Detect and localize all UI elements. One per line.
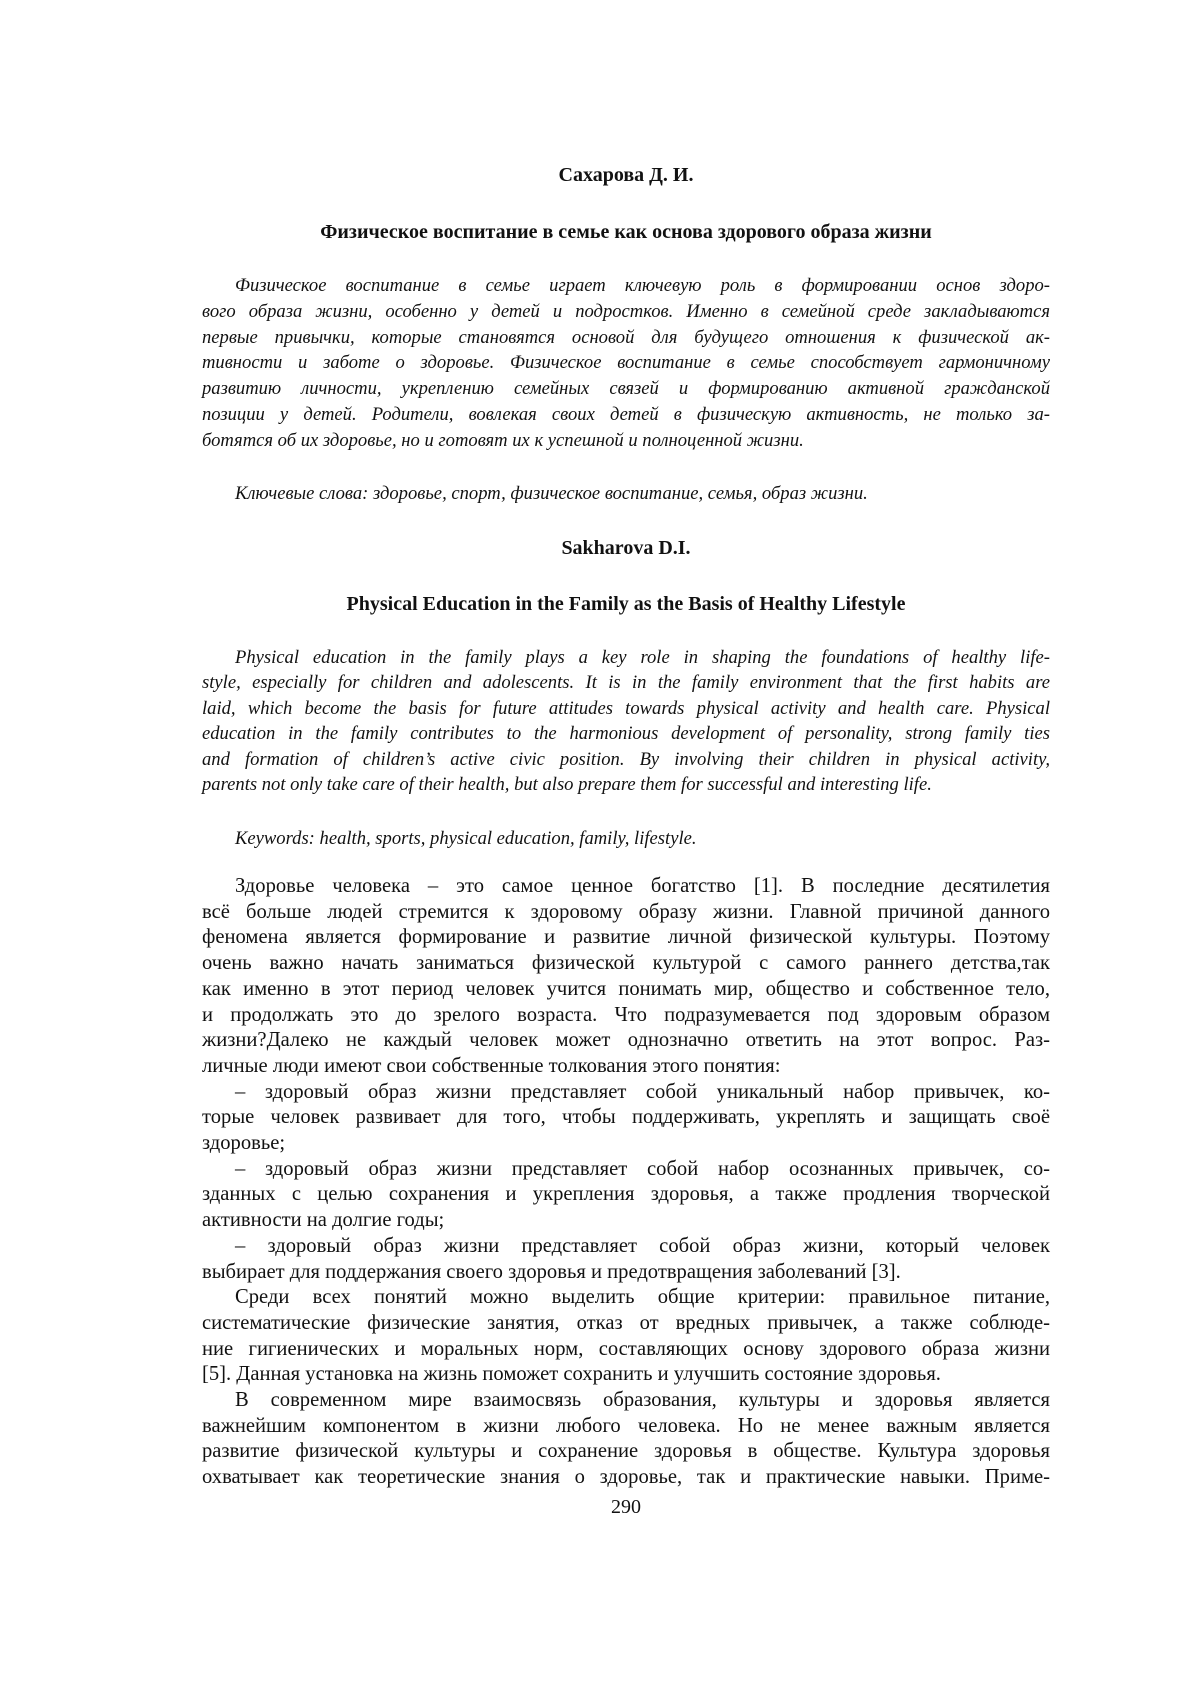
abstract-line: Физическое воспитание в семье играет ключевую роль в формировании основ здоро- bbox=[202, 273, 1050, 299]
abstract-line: education in the family contributes to the harmonious development of personality, strong family ties bbox=[202, 721, 1050, 746]
abstract-line: style, especially for children and adolescents. It is in the family environment that the first habits are bbox=[202, 670, 1050, 695]
body-line: феномена является формирование и развитие личной физической культуры. Поэтому bbox=[202, 925, 1050, 951]
body-line: личные люди имеют свои собственные толкования этого понятия: bbox=[202, 1054, 1050, 1080]
body-line: активности на долгие годы; bbox=[202, 1208, 1050, 1234]
body-line: – здоровый образ жизни представляет собой образ жизни, который человек bbox=[202, 1234, 1050, 1260]
abstract-line: позиции у детей. Родители, вовлекая своих детей в физическую активность, не только за- bbox=[202, 402, 1050, 428]
body-line: – здоровый образ жизни представляет собой уникальный набор привычек, ко- bbox=[202, 1080, 1050, 1106]
body-line: как именно в этот период человек учится понимать мир, общество и собственное тело, bbox=[202, 977, 1050, 1003]
body-line: ние гигиенических и моральных норм, составляющих основу здорового образа жизни bbox=[202, 1337, 1050, 1363]
abstract-line: вого образа жизни, особенно у детей и подростков. Именно в семейной среде закладываются bbox=[202, 299, 1050, 325]
title-ru: Физическое воспитание в семье как основа здорового образа жизни bbox=[202, 219, 1050, 245]
body-line: торые человек развивает для того, чтобы поддерживать, укреплять и защищать своё bbox=[202, 1105, 1050, 1131]
abstract-line: развитию личности, укреплению семейных связей и формированию активной гражданской bbox=[202, 376, 1050, 402]
body-line: систематические физические занятия, отказ от вредных привычек, а также соблюде- bbox=[202, 1311, 1050, 1337]
body-line: Здоровье человека – это самое ценное богатство [1]. В последние десятилетия bbox=[202, 874, 1050, 900]
body-line: – здоровый образ жизни представляет собой набор осознанных привычек, со- bbox=[202, 1157, 1050, 1183]
body-line: охватывает как теоретические знания о здоровье, так и практические навыки. Приме- bbox=[202, 1465, 1050, 1491]
body-line: зданных с целью сохранения и укрепления здоровья, а также продления творческой bbox=[202, 1182, 1050, 1208]
abstract-line: ботятся об их здоровье, но и готовят их к успешной и полноценной жизни. bbox=[202, 428, 1050, 454]
body-line: здоровье; bbox=[202, 1131, 1050, 1157]
body-line: выбирает для поддержания своего здоровья и предотвращения заболеваний [3]. bbox=[202, 1260, 1050, 1286]
main-body-text bbox=[202, 874, 1050, 1491]
abstract-line: laid, which become the basis for future attitudes towards physical activity and health care. Physical bbox=[202, 696, 1050, 721]
abstract-line: and formation of children’s active civic position. By involving their children in physical activity, bbox=[202, 747, 1050, 772]
body-line: жизни?Далеко не каждый человек может однозначно ответить на этот вопрос. Раз- bbox=[202, 1028, 1050, 1054]
abstract-en bbox=[202, 645, 1050, 797]
abstract-ru bbox=[202, 273, 1050, 454]
page-number: 290 bbox=[202, 1496, 1050, 1519]
author-en: Sakharova D.I. bbox=[202, 535, 1050, 561]
title-en: Physical Education in the Family as the Basis of Healthy Lifestyle bbox=[202, 591, 1050, 617]
body-line: развитие физической культуры и сохранение здоровья в обществе. Культура здоровья bbox=[202, 1439, 1050, 1465]
body-line: важнейшим компонентом в жизни любого человека. Но не менее важным является bbox=[202, 1414, 1050, 1440]
abstract-line: первые привычки, которые становятся основой для будущего отношения к физической ак- bbox=[202, 325, 1050, 351]
author-ru: Сахарова Д. И. bbox=[202, 162, 1050, 188]
body-line: и продолжать это до зрелого возраста. Что подразумевается под здоровым образом bbox=[202, 1003, 1050, 1029]
body-line: В современном мире взаимосвязь образования, культуры и здоровья является bbox=[202, 1388, 1050, 1414]
body-line: очень важно начать заниматься физической культурой с самого раннего детства,так bbox=[202, 951, 1050, 977]
keywords-ru: Ключевые слова: здоровье, спорт, физическое воспитание, семья, образ жизни. bbox=[202, 481, 1050, 507]
abstract-line: тивности и заботе о здоровье. Физическое воспитание в семье способствует гармоничному bbox=[202, 350, 1050, 376]
abstract-line: parents not only take care of their health, but also prepare them for successful and interesting life. bbox=[202, 772, 1050, 797]
body-line: [5]. Данная установка на жизнь поможет сохранить и улучшить состояние здоровья. bbox=[202, 1362, 1050, 1388]
keywords-en: Keywords: health, sports, physical education, family, lifestyle. bbox=[202, 826, 1050, 852]
abstract-line: Physical education in the family plays a key role in shaping the foundations of healthy life- bbox=[202, 645, 1050, 670]
body-line: всё больше людей стремится к здоровому образу жизни. Главной причиной данного bbox=[202, 900, 1050, 926]
body-line: Среди всех понятий можно выделить общие критерии: правильное питание, bbox=[202, 1285, 1050, 1311]
